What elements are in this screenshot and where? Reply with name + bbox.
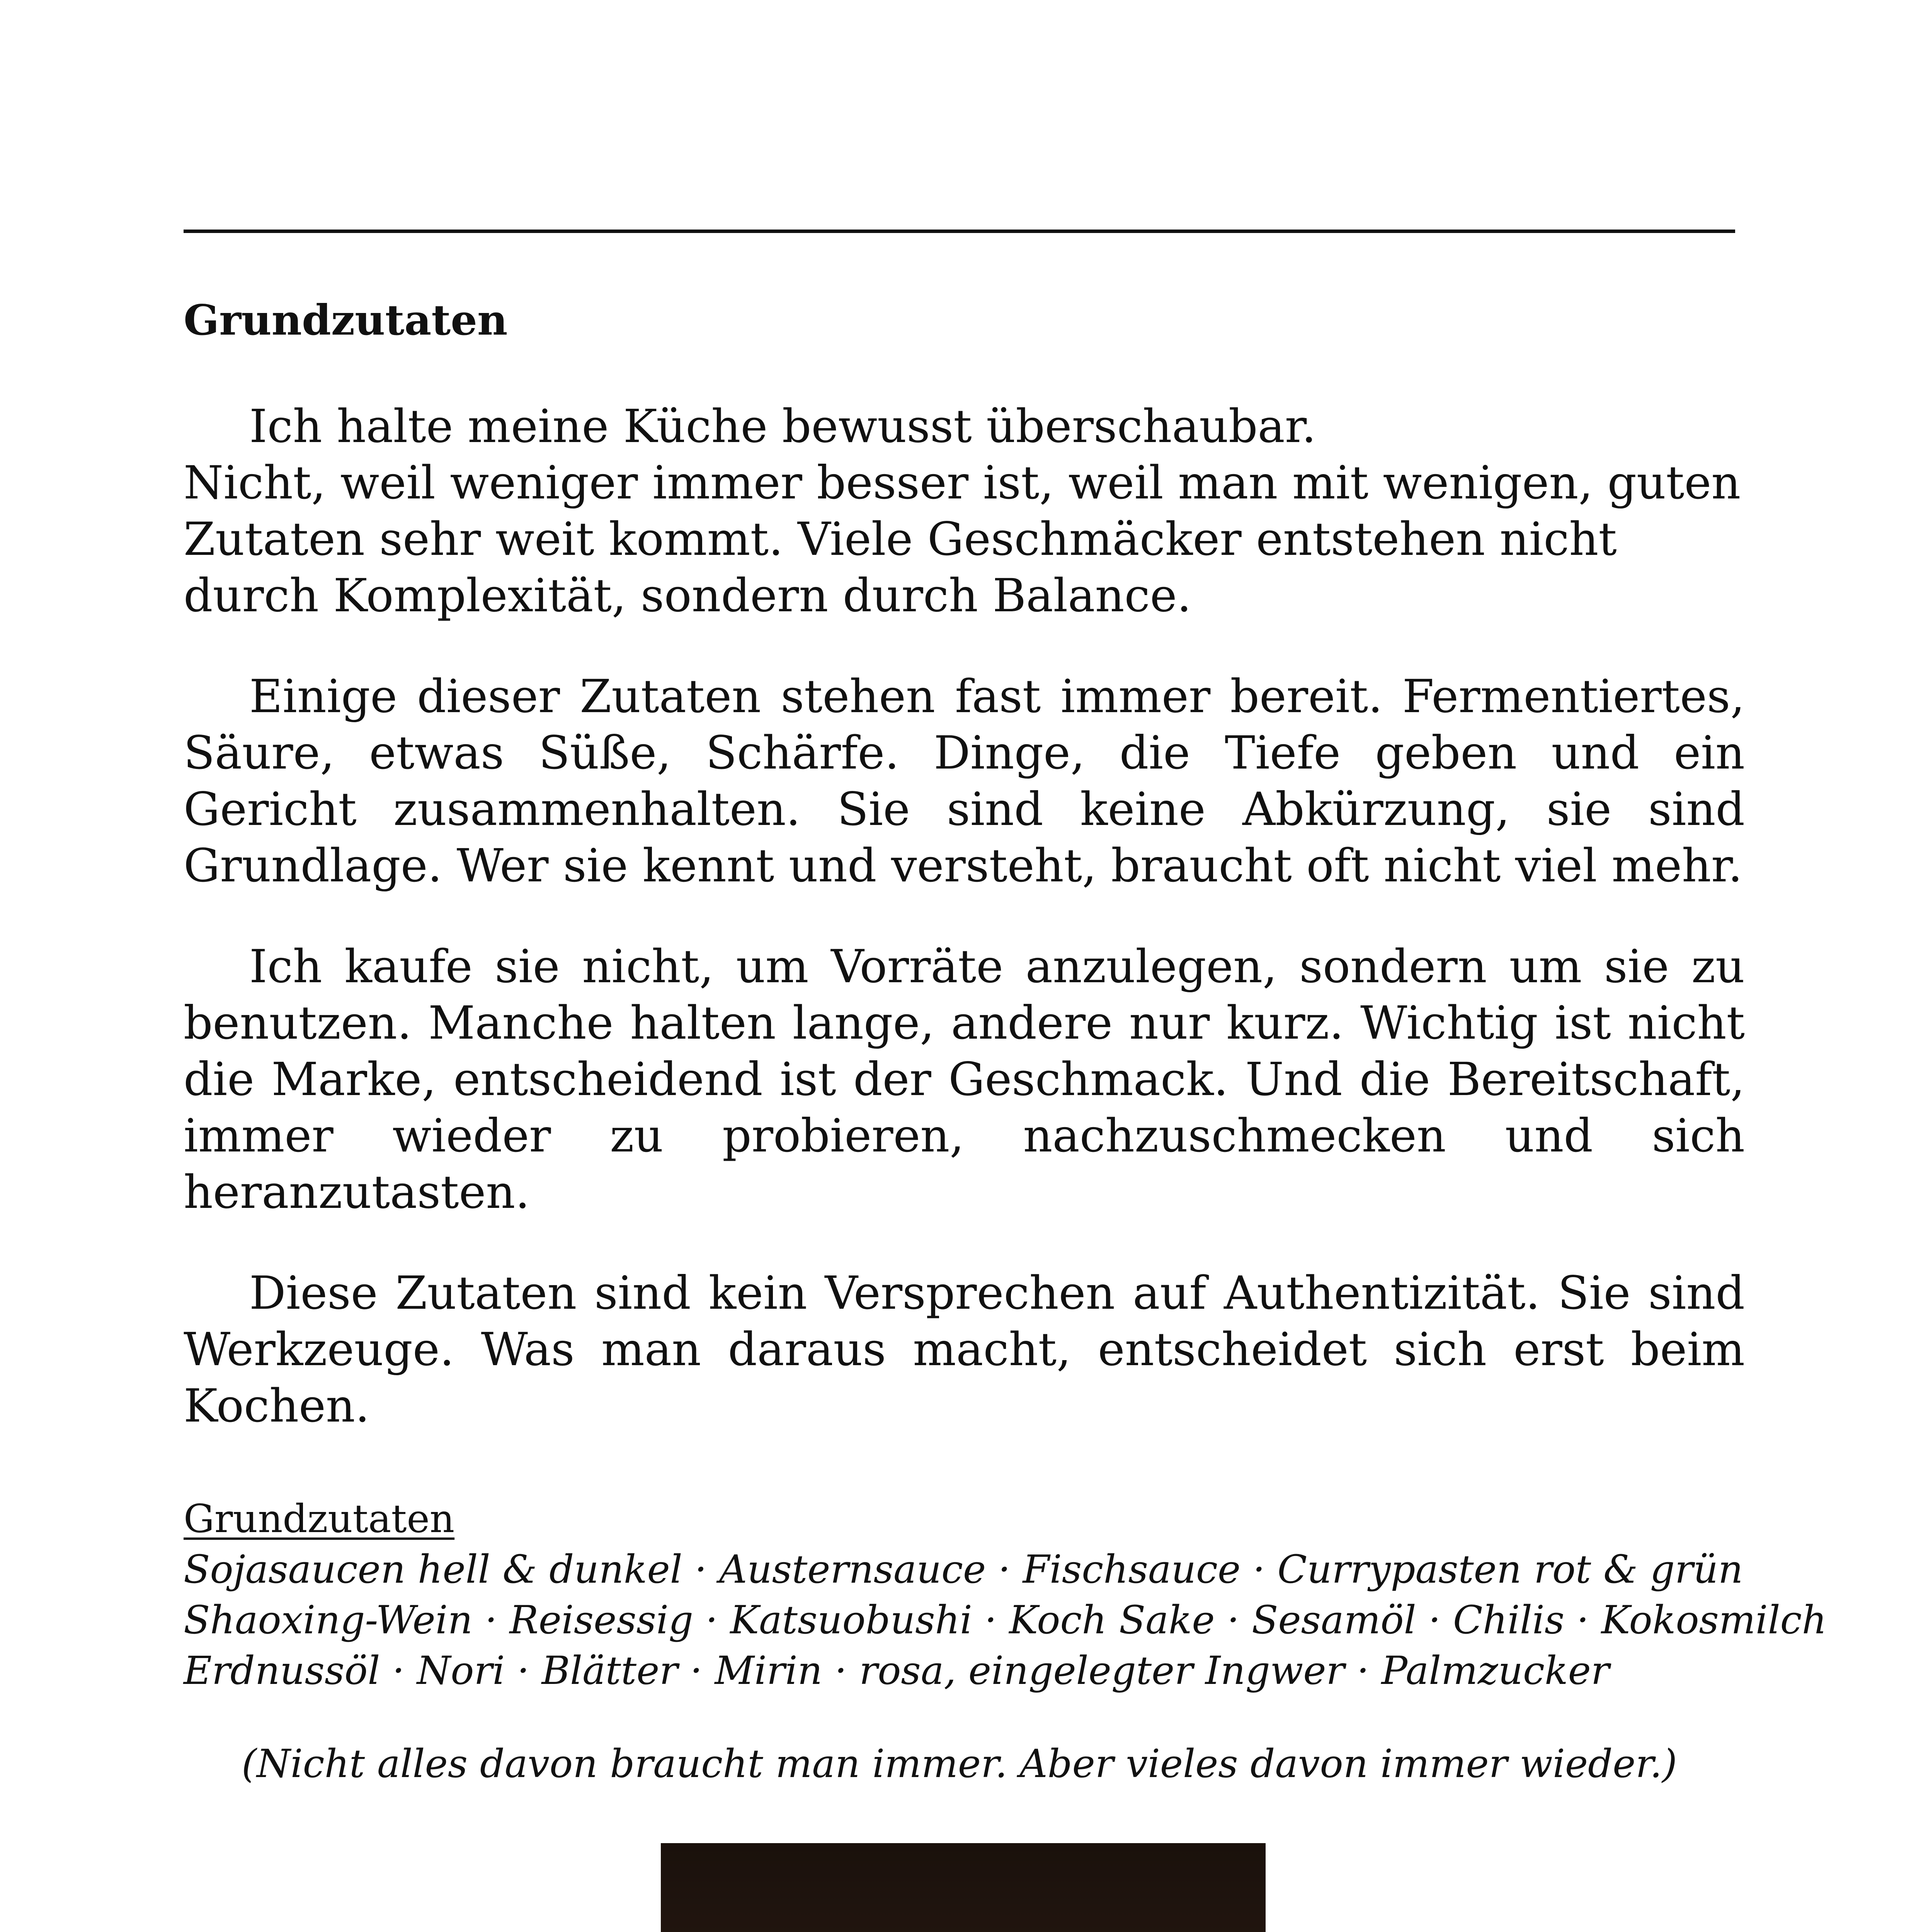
note: (Nicht alles davon braucht man immer. Aber vieles davon immer wieder.) xyxy=(242,1741,1677,1786)
paragraph-1-line-1: Ich halte meine Küche bewusst überschaubar. xyxy=(249,400,1316,453)
paragraph-1-rest: Nicht, weil weniger immer besser ist, weil man mit wenigen, guten Zutaten sehr weit kommt. Viele Geschmäcker entstehen nicht durch Komplexität, sondern durch Balance. xyxy=(184,456,1741,622)
section-heading: Grundzutaten xyxy=(184,296,508,345)
ingredient-line-1: Sojasaucen hell & dunkel · Austernsauce · Fischsauce · Currypasten rot & grün xyxy=(184,1547,1743,1592)
body-text xyxy=(184,398,1745,1478)
ingredient-line-3: Erdnussöl · Nori · Blätter · Mirin · rosa, eingelegter Ingwer · Palmzucker xyxy=(184,1648,1610,1693)
ingredients-photo xyxy=(661,1843,1266,1932)
ingredient-line-2: Shaoxing-Wein · Reisessig · Katsuobushi · Koch Sake · Sesamöl · Chilis · Kokosmilch xyxy=(184,1597,1827,1643)
ingredients-photo-illustration xyxy=(661,1843,1266,1932)
paragraph-4: Diese Zutaten sind kein Versprechen auf Authentizität. Sie sind Werkzeuge. Was man daraus macht, entscheidet sich erst beim Kochen. xyxy=(184,1266,1745,1432)
ingredient-list-title: Grundzutaten xyxy=(184,1496,455,1541)
paragraph-2: Einige dieser Zutaten stehen fast immer bereit. Fermentiertes, Säure, etwas Süße, Schärfe. Dinge, die Tiefe geben und ein Gericht zusammenhalten. Sie sind keine Abkürzung, sie sind Grundlage. Wer sie kennt und versteht, braucht oft nicht viel mehr. xyxy=(184,670,1745,892)
top-rule xyxy=(184,230,1735,233)
ingredient-list xyxy=(184,1493,1827,1696)
paragraph-1 xyxy=(184,398,1745,624)
paragraph-3: Ich kaufe sie nicht, um Vorräte anzulegen, sondern um sie zu benutzen. Manche halten lange, andere nur kurz. Wichtig ist nicht die Marke, entscheidend ist der Geschmack. Und die Bereitschaft, immer wieder zu probieren, nachzuschmecken und sich heranzutasten. xyxy=(184,940,1745,1219)
